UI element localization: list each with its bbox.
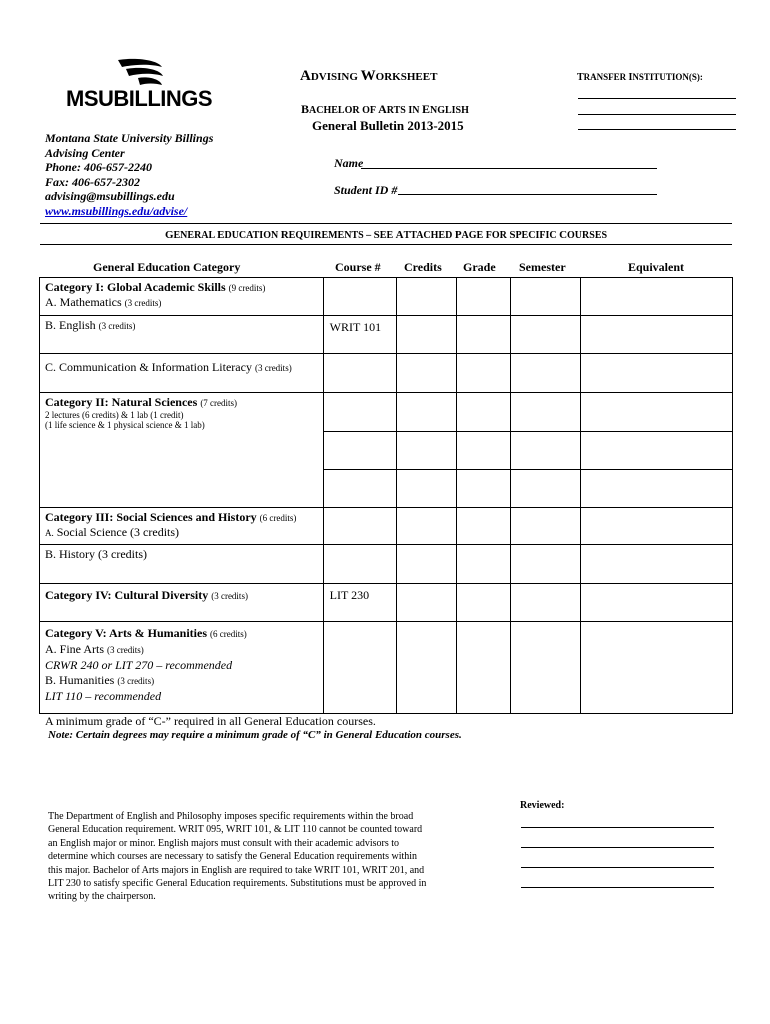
credits-cell[interactable] [396, 432, 457, 470]
semester-cell[interactable] [511, 432, 581, 470]
course-cell[interactable] [323, 622, 396, 714]
course-cell[interactable] [323, 278, 396, 316]
semester-cell[interactable] [511, 470, 581, 508]
cat4-cultural-diversity-cell: Category IV: Cultural Diversity (3 credits) [40, 584, 324, 622]
table-row [40, 508, 733, 545]
semester-cell[interactable] [511, 545, 581, 584]
credits-cell[interactable] [396, 278, 457, 316]
requirements-table [39, 277, 733, 714]
transfer-line-3[interactable] [578, 129, 736, 130]
cat5-arts-humanities-cell: Category V: Arts & Humanities (6 credits) A. Fine Arts (3 credits) CRWR 240 or LIT 270 – recommended B. Humanities (3 credits) LIT 110 – recommended [40, 622, 324, 714]
credits-cell[interactable] [396, 584, 457, 622]
cat3-history-cell: B. History (3 credits) [40, 545, 324, 584]
col-header-equivalent: Equivalent [628, 260, 685, 274]
equivalent-cell[interactable] [581, 545, 733, 584]
semester-cell[interactable] [511, 393, 581, 432]
col-header-semester: Semester [519, 260, 566, 274]
credits-cell[interactable] [396, 622, 457, 714]
cat1-english-cell: B. English (3 credits) [40, 316, 324, 354]
grade-cell[interactable] [457, 393, 511, 432]
transfer-institutions-label: TRANSFER INSTITUTION(S): [577, 72, 703, 83]
credits-cell[interactable] [396, 545, 457, 584]
bulletin-year: General Bulletin 2013-2015 [312, 118, 464, 133]
grade-cell[interactable] [457, 316, 511, 354]
grade-cell[interactable] [457, 545, 511, 584]
cat3-social-science-cell: Category III: Social Sciences and History (6 credits) A. Social Science (3 credits) [40, 508, 324, 545]
course-cell[interactable] [323, 470, 396, 508]
table-row [40, 393, 733, 432]
reviewed-line-4[interactable] [521, 887, 714, 888]
reviewed-line-2[interactable] [521, 847, 714, 848]
course-cell[interactable] [323, 393, 396, 432]
email-address: advising@msubillings.edu [45, 189, 175, 203]
col-header-credits: Credits [404, 260, 442, 274]
msu-billings-logo [66, 62, 216, 116]
semester-cell[interactable] [511, 278, 581, 316]
course-cell[interactable] [323, 432, 396, 470]
col-header-course: Course # [335, 260, 381, 274]
degree-grade-note: Note: Certain degrees may require a minimum grade of “C” in General Education courses. [48, 729, 462, 741]
cat1-communication-cell: C. Communication & Information Literacy (3 credits) [40, 354, 324, 393]
grade-cell[interactable] [457, 278, 511, 316]
transfer-line-2[interactable] [578, 114, 736, 115]
logo-swoosh-icon [66, 58, 216, 88]
table-row [40, 584, 733, 622]
cat1-math-cell: Category I: Global Academic Skills (9 credits) A. Mathematics (3 credits) [40, 278, 324, 316]
grade-cell[interactable] [457, 584, 511, 622]
logo-wordmark: MSUBILLINGS [66, 86, 213, 111]
equivalent-cell[interactable] [581, 278, 733, 316]
semester-cell[interactable] [511, 622, 581, 714]
equivalent-cell[interactable] [581, 354, 733, 393]
table-row [40, 278, 733, 316]
semester-cell[interactable] [511, 508, 581, 545]
course-cell[interactable] [323, 545, 396, 584]
phone-number: Phone: 406-657-2240 [45, 160, 152, 174]
table-row [40, 316, 733, 354]
student-id-field[interactable] [398, 194, 657, 195]
table-row [40, 545, 733, 584]
grade-cell[interactable] [457, 354, 511, 393]
student-id-label: Student ID # [334, 183, 398, 197]
grade-cell[interactable] [457, 470, 511, 508]
table-row [40, 354, 733, 393]
reviewed-line-3[interactable] [521, 867, 714, 868]
degree-title: BACHELOR OF ARTS IN ENGLISH [301, 102, 469, 116]
col-header-category: General Education Category [93, 260, 241, 274]
min-grade-note: A minimum grade of “C-” required in all General Education courses. [45, 714, 376, 728]
equivalent-cell[interactable] [581, 393, 733, 432]
equivalent-cell[interactable] [581, 622, 733, 714]
website-link[interactable]: www.msubillings.edu/advise/ [45, 203, 188, 218]
equivalent-cell[interactable] [581, 508, 733, 545]
page-title: ADVISING WORKSHEET [300, 68, 438, 84]
transfer-line-1[interactable] [578, 98, 736, 99]
semester-cell[interactable] [511, 316, 581, 354]
equivalent-cell[interactable] [581, 316, 733, 354]
cat2-natural-sciences-cell: Category II: Natural Sciences (7 credits) 2 lectures (6 credits) & 1 lab (1 credit) (1 life science & 1 physical science & 1 lab) [40, 393, 324, 508]
credits-cell[interactable] [396, 316, 457, 354]
equivalent-cell[interactable] [581, 432, 733, 470]
name-label: Name [334, 156, 364, 170]
semester-cell[interactable] [511, 354, 581, 393]
divider-top [40, 223, 732, 224]
contact-block [45, 131, 213, 218]
course-cell[interactable] [323, 354, 396, 393]
credits-cell[interactable] [396, 354, 457, 393]
course-cell[interactable] [323, 508, 396, 545]
university-name: Montana State University Billings [45, 131, 214, 145]
reviewed-label: Reviewed: [520, 800, 565, 811]
gen-ed-heading: GENERAL EDUCATION REQUIREMENTS – SEE ATTACHED PAGE FOR SPECIFIC COURSES [164, 229, 608, 241]
reviewed-line-1[interactable] [521, 827, 714, 828]
credits-cell[interactable] [396, 508, 457, 545]
advising-center: Advising Center [45, 145, 125, 160]
table-row [40, 622, 733, 714]
grade-cell[interactable] [457, 432, 511, 470]
col-header-grade: Grade [463, 260, 496, 274]
divider-bottom [40, 244, 732, 245]
credits-cell[interactable] [396, 470, 457, 508]
name-field[interactable] [361, 168, 657, 169]
course-cell[interactable]: WRIT 101 [323, 316, 396, 354]
fax-number: Fax: 406-657-2302 [45, 174, 140, 189]
equivalent-cell[interactable] [581, 584, 733, 622]
semester-cell[interactable] [511, 584, 581, 622]
course-cell[interactable]: LIT 230 [323, 584, 396, 622]
department-requirements-paragraph: The Department of English and Philosophy imposes specific requirements within the broad General Education requirement. WRIT 095, WRIT 101, & LIT 110 cannot be counted toward an English major or minor. English majors must consult with their academic advisors to determine which courses are necessary to satisfy the General Education requirements within this major. Bachelor of Arts majors in English are required to take WRIT 101, WRIT 201, and LIT 230 to satisfy specific General Education requirements. Substitutions must be approved in writing by the chairperson. [48, 811, 427, 903]
equivalent-cell[interactable] [581, 470, 733, 508]
credits-cell[interactable] [396, 393, 457, 432]
grade-cell[interactable] [457, 508, 511, 545]
grade-cell[interactable] [457, 622, 511, 714]
